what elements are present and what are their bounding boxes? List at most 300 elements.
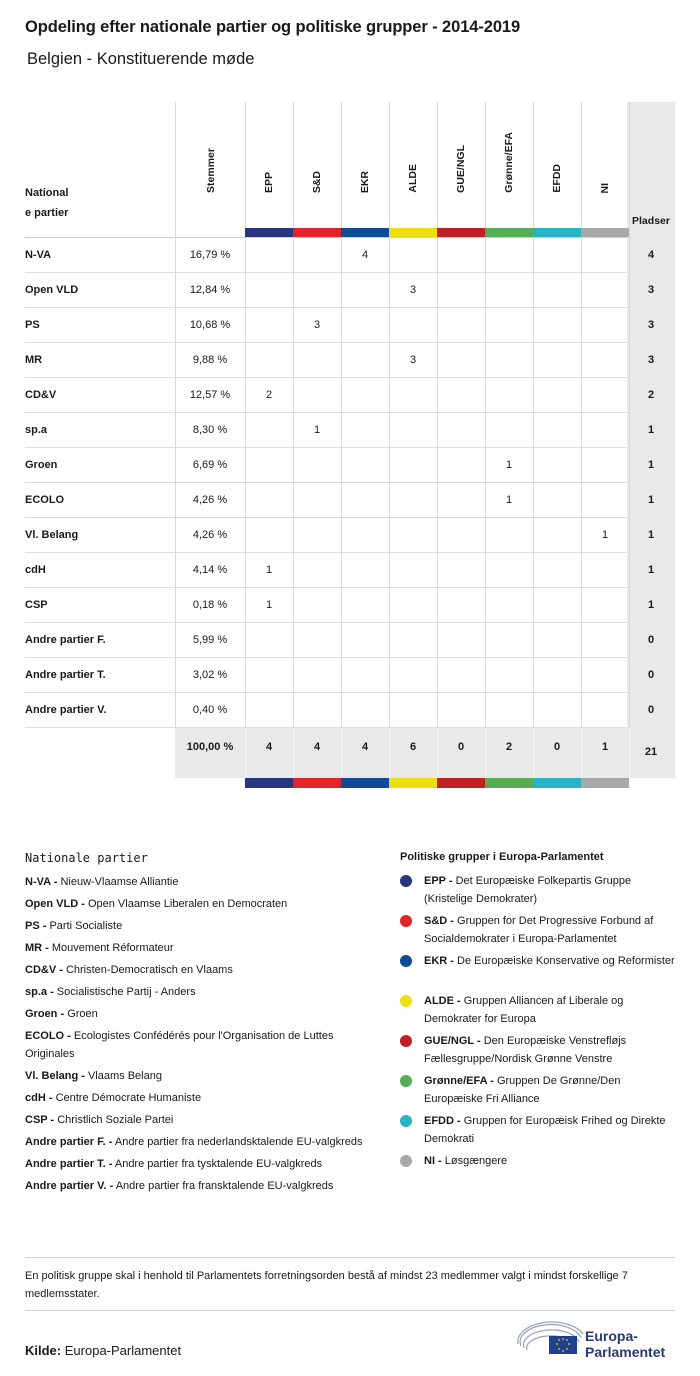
column-divider — [437, 658, 438, 693]
column-divider — [245, 238, 246, 273]
column-divider — [581, 308, 582, 343]
table-row — [25, 483, 675, 518]
column-divider — [533, 728, 534, 778]
group-seat-cell: 3 — [409, 284, 417, 296]
vote-share: 16,79 % — [189, 249, 231, 261]
column-divider — [293, 483, 294, 518]
group-legend-item — [400, 1072, 680, 1108]
party-seats: 3 — [647, 319, 655, 331]
legend-desc: Ecologistes Confédérés pour l'Organisation de Luttes Originales — [25, 1030, 334, 1060]
legend-abbr: GUE/NGL - — [424, 1035, 481, 1047]
legend-desc: Gruppen for Europæisk Frihed og Direkte Demokrati — [424, 1115, 666, 1145]
column-divider — [293, 623, 294, 658]
party-name: Andre partier F. — [25, 634, 106, 646]
legend-desc: Groen — [67, 1008, 98, 1020]
column-divider — [341, 413, 342, 448]
party-seats: 1 — [647, 459, 655, 471]
column-divider — [533, 518, 534, 553]
column-divider — [533, 623, 534, 658]
group-color-dot-icon — [400, 1035, 412, 1047]
column-divider — [389, 728, 390, 778]
column-divider — [245, 273, 246, 308]
legend-desc: Parti Socialiste — [49, 920, 123, 932]
group-total: 0 — [553, 741, 561, 753]
national-legend-item — [25, 1133, 375, 1151]
legend-abbr: CD&V - — [25, 964, 63, 976]
group-legend-item — [400, 1032, 680, 1068]
column-divider — [293, 448, 294, 483]
legend-desc: Andre partier fra nederlandsktalende EU-valgkreds — [114, 1136, 363, 1148]
national-legend-item — [25, 983, 375, 1001]
groups-legend-heading: Politiske grupper i Europa-Parlamentet — [400, 851, 604, 863]
legend-abbr: EPP - — [424, 875, 453, 887]
group-seat-cell: 1 — [505, 494, 513, 506]
column-divider — [533, 238, 534, 273]
legend-abbr: N-VA - — [25, 876, 58, 888]
legend-desc: Den Europæiske Venstrefløjs Fællesgruppe/Nordisk Grønne Venstre — [424, 1035, 627, 1065]
bottom-color-bar — [25, 778, 675, 788]
group-color-swatch — [581, 228, 629, 237]
source-value: Europa-Parlamentet — [64, 1343, 182, 1358]
national-legend-item — [25, 939, 375, 957]
table-header — [25, 102, 675, 238]
column-divider — [389, 518, 390, 553]
column-divider — [533, 553, 534, 588]
legend-abbr: Open VLD - — [25, 898, 85, 910]
party-name: cdH — [25, 564, 46, 576]
column-divider — [341, 553, 342, 588]
column-divider — [293, 658, 294, 693]
group-total: 4 — [361, 741, 369, 753]
column-divider — [533, 308, 534, 343]
group-column-header: GUE/NGL — [455, 145, 467, 193]
group-color-swatch — [533, 228, 581, 237]
column-divider — [341, 588, 342, 623]
national-legend-item — [25, 1089, 375, 1107]
group-color-swatch — [389, 228, 437, 237]
legend-desc: De Europæiske Konservative og Reformister — [457, 955, 675, 967]
column-divider — [533, 588, 534, 623]
column-divider — [581, 553, 582, 588]
legend-desc: Det Europæiske Folkepartis Gruppe (Kristelige Demokrater) — [424, 875, 632, 905]
table-row — [25, 693, 675, 728]
column-divider — [389, 448, 390, 483]
column-divider — [581, 658, 582, 693]
party-name: PS — [25, 319, 40, 331]
vote-share: 0,18 % — [192, 599, 228, 611]
column-divider — [389, 378, 390, 413]
column-divider — [389, 588, 390, 623]
group-color-dot-icon — [400, 1115, 412, 1127]
party-seats: 1 — [647, 494, 655, 506]
column-divider — [581, 378, 582, 413]
column-divider — [581, 588, 582, 623]
legend-abbr: CSP - — [25, 1114, 55, 1126]
column-divider — [341, 693, 342, 728]
column-divider — [533, 102, 534, 238]
column-divider — [485, 413, 486, 448]
column-divider — [293, 343, 294, 378]
column-divider — [293, 553, 294, 588]
party-name: sp.a — [25, 424, 48, 436]
national-legend-item — [25, 1177, 375, 1195]
column-divider — [389, 658, 390, 693]
group-color-dot-icon — [400, 995, 412, 1007]
column-divider — [341, 273, 342, 308]
column-divider — [389, 553, 390, 588]
column-divider — [437, 273, 438, 308]
table-row — [25, 413, 675, 448]
column-divider — [485, 623, 486, 658]
column-divider — [533, 273, 534, 308]
group-total: 0 — [457, 741, 465, 753]
table-row — [25, 553, 675, 588]
group-color-swatch — [533, 778, 581, 788]
legend-desc: Christlich Soziale Partei — [57, 1114, 174, 1126]
party-seats: 0 — [647, 704, 655, 716]
party-seats: 1 — [647, 424, 655, 436]
group-seat-cell: 4 — [361, 249, 369, 261]
column-divider — [533, 413, 534, 448]
seat-distribution-table — [25, 102, 675, 788]
legend-desc: Løsgængere — [444, 1155, 508, 1167]
table-body — [25, 238, 675, 728]
column-divider — [485, 728, 486, 778]
total-votes: 100,00 % — [186, 741, 234, 753]
party-name: N-VA — [25, 249, 52, 261]
column-divider — [341, 448, 342, 483]
table-row — [25, 448, 675, 483]
column-divider — [485, 553, 486, 588]
column-divider — [437, 238, 438, 273]
table-row — [25, 343, 675, 378]
legend-desc: Andre partier fra tysktalende EU-valgkreds — [114, 1158, 323, 1170]
legend-abbr: EKR - — [424, 955, 454, 967]
column-divider — [485, 693, 486, 728]
group-legend-item — [400, 1112, 680, 1148]
party-name: ECOLO — [25, 494, 65, 506]
column-divider — [389, 693, 390, 728]
column-divider — [581, 623, 582, 658]
column-divider — [581, 483, 582, 518]
column-divider — [245, 308, 246, 343]
group-color-swatch — [341, 778, 389, 788]
logo-wordmark: Europa- Parlamentet — [585, 1328, 666, 1360]
column-divider — [485, 658, 486, 693]
column-divider — [341, 102, 342, 238]
column-divider — [175, 102, 176, 238]
table-row — [25, 658, 675, 693]
legend-desc: Socialistische Partij - Anders — [56, 986, 196, 998]
column-divider — [293, 588, 294, 623]
column-divider — [245, 728, 246, 778]
column-divider — [485, 378, 486, 413]
legend-desc: Vlaams Belang — [87, 1070, 162, 1082]
legend-desc: Open Vlaamse Liberalen en Democraten — [87, 898, 288, 910]
column-divider — [437, 378, 438, 413]
column-divider — [437, 483, 438, 518]
column-divider — [533, 483, 534, 518]
table-row — [25, 518, 675, 553]
vote-share: 9,88 % — [192, 354, 228, 366]
legend-abbr: NI - — [424, 1155, 442, 1167]
vote-share: 8,30 % — [192, 424, 228, 436]
column-divider — [581, 693, 582, 728]
group-color-swatch — [581, 778, 629, 788]
votes-column-header: Stemmer — [205, 148, 217, 193]
column-divider — [581, 413, 582, 448]
column-divider — [293, 518, 294, 553]
party-seats: 3 — [647, 354, 655, 366]
national-legend-item — [25, 1111, 375, 1129]
legend-abbr: PS - — [25, 920, 47, 932]
column-divider — [533, 343, 534, 378]
party-seats: 4 — [647, 249, 655, 261]
party-name: Groen — [25, 459, 58, 471]
source-label: Kilde: — [25, 1343, 62, 1358]
group-legend-item — [400, 992, 680, 1028]
column-divider — [341, 483, 342, 518]
legend-abbr: ALDE - — [424, 995, 461, 1007]
column-divider — [293, 238, 294, 273]
table-row — [25, 238, 675, 273]
footnote: En politisk gruppe skal i henhold til Parlamentets forretningsorden bestå af mindst 23 medlemmer valgt i mindst forskellige 7 medlemsstater. — [25, 1257, 675, 1311]
legend-desc: Andre partier fra fransktalende EU-valgkreds — [115, 1180, 334, 1192]
column-divider — [485, 518, 486, 553]
group-color-dot-icon — [400, 1075, 412, 1087]
column-divider — [293, 102, 294, 238]
legend-abbr: Andre partier T. - — [25, 1158, 113, 1170]
column-divider — [581, 448, 582, 483]
table-row — [25, 378, 675, 413]
column-divider — [437, 343, 438, 378]
column-divider — [245, 518, 246, 553]
column-divider — [341, 518, 342, 553]
national-legend-item — [25, 873, 375, 891]
vote-share: 12,57 % — [189, 389, 231, 401]
group-color-swatch — [437, 228, 485, 237]
column-divider — [581, 273, 582, 308]
national-legend-item — [25, 1067, 375, 1085]
table-row — [25, 273, 675, 308]
party-name: Open VLD — [25, 284, 79, 296]
column-divider — [485, 588, 486, 623]
column-divider — [341, 623, 342, 658]
column-divider — [245, 483, 246, 518]
column-divider — [293, 273, 294, 308]
group-seat-cell: 1 — [265, 599, 273, 611]
legend-abbr: Groen - — [25, 1008, 65, 1020]
national-legend-item — [25, 1027, 375, 1063]
vote-share: 5,99 % — [192, 634, 228, 646]
national-legend-item — [25, 961, 375, 979]
party-name: MR — [25, 354, 43, 366]
group-legend-item — [400, 912, 680, 948]
group-color-dot-icon — [400, 915, 412, 927]
national-legend-item — [25, 1005, 375, 1023]
column-divider — [389, 483, 390, 518]
column-divider — [437, 413, 438, 448]
column-divider — [485, 273, 486, 308]
group-seat-cell: 1 — [265, 564, 273, 576]
source — [25, 1343, 181, 1358]
national-legend-item — [25, 917, 375, 935]
column-divider — [245, 343, 246, 378]
legend-abbr: sp.a - — [25, 986, 54, 998]
group-seat-cell: 3 — [409, 354, 417, 366]
column-divider — [581, 238, 582, 273]
party-seats: 2 — [647, 389, 655, 401]
national-legend-heading: Nationale partier — [25, 851, 148, 865]
group-column-header: Grønne/EFA — [503, 132, 515, 193]
group-color-dot-icon — [400, 1155, 412, 1167]
legend-desc: Nieuw-Vlaamse Alliantie — [60, 876, 179, 888]
group-seat-cell: 1 — [601, 529, 609, 541]
column-divider — [437, 308, 438, 343]
party-name: CSP — [25, 599, 48, 611]
page-title: Opdeling efter nationale partier og politiske grupper - 2014-2019 — [25, 18, 521, 36]
group-color-swatch — [293, 228, 341, 237]
column-divider — [341, 308, 342, 343]
column-divider — [389, 102, 390, 238]
legend-abbr: Vl. Belang - — [25, 1070, 85, 1082]
column-divider — [341, 343, 342, 378]
group-seat-cell: 1 — [313, 424, 321, 436]
column-divider — [437, 518, 438, 553]
column-divider — [581, 343, 582, 378]
legend-desc: Gruppen for Det Progressive Forbund af Socialdemokrater i Europa-Parlamentet — [424, 915, 654, 945]
party-name: CD&V — [25, 389, 57, 401]
legend-abbr: MR - — [25, 942, 49, 954]
legend-abbr: Andre partier F. - — [25, 1136, 113, 1148]
group-color-swatch — [485, 228, 533, 237]
party-seats: 1 — [647, 564, 655, 576]
vote-share: 4,26 % — [192, 529, 228, 541]
group-total: 4 — [313, 741, 321, 753]
legend-abbr: EFDD - — [424, 1115, 461, 1127]
group-color-swatch — [341, 228, 389, 237]
vote-share: 3,02 % — [192, 669, 228, 681]
column-divider — [341, 728, 342, 778]
column-divider — [245, 623, 246, 658]
group-total: 1 — [601, 741, 609, 753]
group-color-swatch — [245, 778, 293, 788]
group-total: 2 — [505, 741, 513, 753]
column-divider — [485, 343, 486, 378]
party-name: Andre partier V. — [25, 704, 107, 716]
group-color-dot-icon — [400, 955, 412, 967]
vote-share: 4,26 % — [192, 494, 228, 506]
column-divider — [341, 378, 342, 413]
legend-desc: Gruppen Alliancen af Liberale og Demokrater for Europa — [424, 995, 624, 1025]
column-divider — [341, 658, 342, 693]
column-divider — [437, 553, 438, 588]
national-legend-item — [25, 1155, 375, 1173]
party-seats: 0 — [647, 634, 655, 646]
group-seat-cell: 2 — [265, 389, 273, 401]
political-groups-legend — [400, 851, 680, 1174]
column-divider — [389, 238, 390, 273]
group-total: 4 — [265, 741, 273, 753]
legend-desc: Christen-Democratisch en Vlaams — [65, 964, 233, 976]
group-legend-item — [400, 872, 680, 908]
column-divider — [437, 623, 438, 658]
vote-share: 6,69 % — [192, 459, 228, 471]
national-parties-legend — [25, 851, 375, 1199]
column-divider — [581, 728, 582, 778]
party-name: Andre partier T. — [25, 669, 106, 681]
party-seats: 3 — [647, 284, 655, 296]
legend-desc: Gruppen De Grønne/Den Europæiske Fri Alliance — [424, 1075, 621, 1105]
column-divider — [485, 102, 486, 238]
column-divider — [533, 658, 534, 693]
column-divider — [293, 378, 294, 413]
seats-column-header: Pladser — [632, 215, 670, 227]
party-seats: 1 — [647, 529, 655, 541]
group-color-dot-icon — [400, 875, 412, 887]
group-column-header: EKR — [359, 170, 371, 193]
column-divider — [485, 308, 486, 343]
group-color-swatch — [245, 228, 293, 237]
column-divider — [389, 308, 390, 343]
column-divider — [533, 693, 534, 728]
group-seat-cell: 3 — [313, 319, 321, 331]
column-divider — [533, 378, 534, 413]
group-color-swatch — [437, 778, 485, 788]
vote-share: 10,68 % — [189, 319, 231, 331]
column-divider — [437, 728, 438, 778]
table-row — [25, 308, 675, 343]
vote-share: 0,40 % — [192, 704, 228, 716]
party-name: Vl. Belang — [25, 529, 79, 541]
group-column-header: ALDE — [407, 164, 419, 193]
legend-abbr: Grønne/EFA - — [424, 1075, 494, 1087]
legend-abbr: ECOLO - — [25, 1030, 71, 1042]
group-column-header: EFDD — [551, 164, 563, 193]
group-color-swatch — [389, 778, 437, 788]
column-divider — [245, 448, 246, 483]
page-subtitle: Belgien - Konstituerende møde — [27, 50, 255, 68]
vote-share: 12,84 % — [189, 284, 231, 296]
column-divider — [245, 413, 246, 448]
party-seats: 0 — [647, 669, 655, 681]
group-legend-item — [400, 1152, 680, 1170]
column-divider — [437, 448, 438, 483]
column-divider — [245, 693, 246, 728]
group-column-header: EPP — [263, 171, 275, 193]
column-divider — [437, 693, 438, 728]
vote-share: 4,14 % — [192, 564, 228, 576]
column-divider — [533, 448, 534, 483]
legend-desc: Mouvement Réformateur — [51, 942, 174, 954]
legend-abbr: S&D - — [424, 915, 454, 927]
totals-row — [25, 728, 675, 778]
column-divider — [245, 102, 246, 238]
column-divider — [389, 413, 390, 448]
group-column-header: NI — [599, 182, 611, 193]
column-divider — [245, 658, 246, 693]
group-color-swatch — [293, 778, 341, 788]
column-divider — [293, 728, 294, 778]
group-legend-item — [400, 952, 680, 988]
column-divider — [581, 102, 582, 238]
legend-abbr: Andre partier V. - — [25, 1180, 114, 1192]
group-total: 6 — [409, 741, 417, 753]
table-row — [25, 588, 675, 623]
group-color-swatch — [485, 778, 533, 788]
table-row — [25, 623, 675, 658]
group-seat-cell: 1 — [505, 459, 513, 471]
